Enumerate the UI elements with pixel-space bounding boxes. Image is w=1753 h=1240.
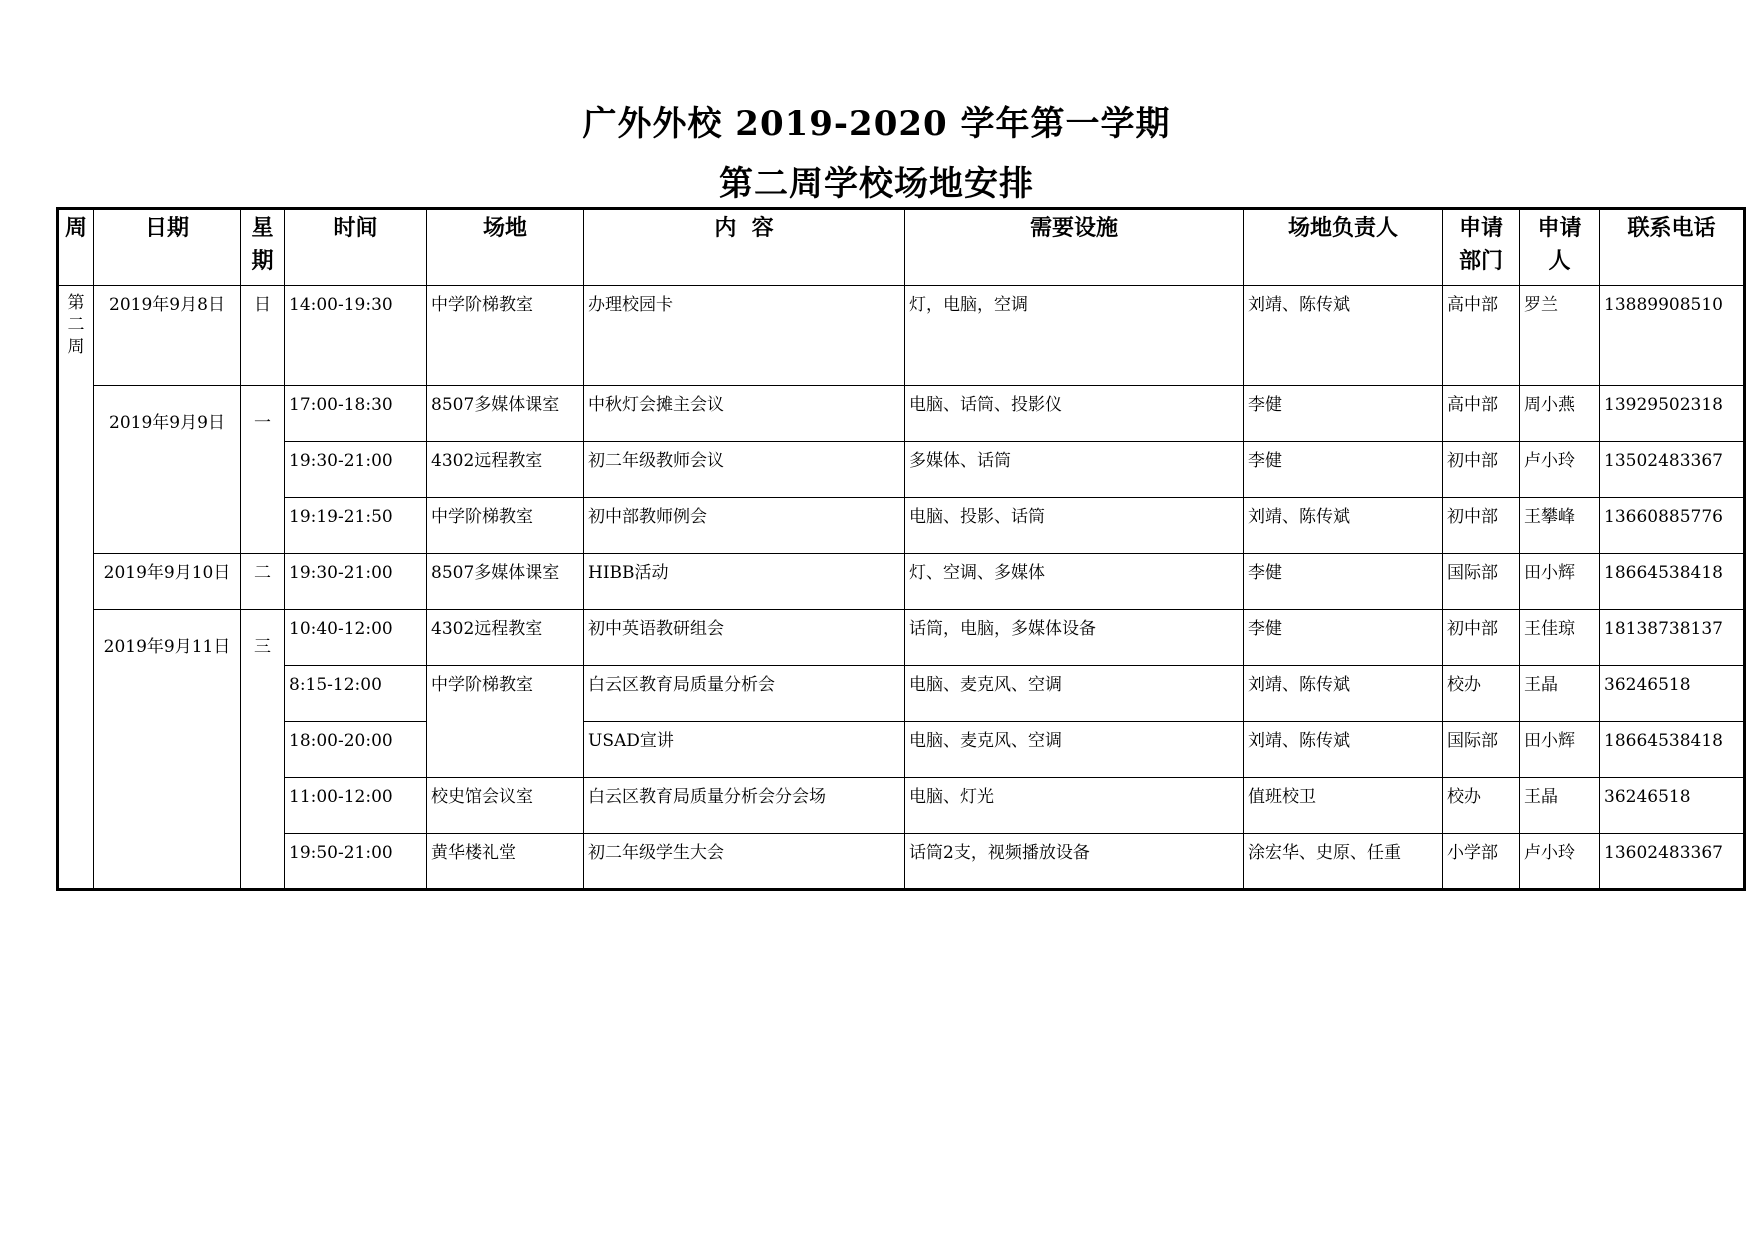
department-cell: 初中部	[1443, 498, 1520, 554]
header-weekday: 星 期	[241, 209, 285, 286]
table-row	[58, 666, 1745, 722]
applicant-cell: 王攀峰	[1520, 498, 1600, 554]
time-cell: 8:15-12:00	[285, 666, 427, 722]
department-cell: 初中部	[1443, 610, 1520, 666]
facilities-cell: 多媒体、话筒	[905, 442, 1244, 498]
facilities-cell: 电脑、麦克风、空调	[905, 666, 1244, 722]
week-label: 第 二 周	[58, 286, 94, 890]
content-cell: 办理校园卡	[584, 286, 905, 386]
venue-cell: 黄华楼礼堂	[427, 834, 584, 890]
document-title: 广外外校 2019-2020 学年第一学期	[582, 104, 1171, 144]
venue-cell: 中学阶梯教室	[427, 286, 584, 386]
header-facilities: 需要设施	[905, 209, 1244, 286]
date-cell: 2019年9月11日	[94, 610, 241, 890]
applicant-cell: 王佳琼	[1520, 610, 1600, 666]
header-row	[58, 209, 1745, 286]
facilities-cell: 电脑、灯光	[905, 778, 1244, 834]
header-venue: 场地	[427, 209, 584, 286]
facilities-cell: 灯、空调、多媒体	[905, 554, 1244, 610]
content-cell: HIBB活动	[584, 554, 905, 610]
header-department: 申请 部门	[1443, 209, 1520, 286]
table-row	[58, 834, 1745, 890]
manager-cell: 刘靖、陈传斌	[1244, 286, 1443, 386]
date-cell: 2019年9月9日	[94, 386, 241, 554]
content-cell: USAD宣讲	[584, 722, 905, 778]
header-applicant: 申请 人	[1520, 209, 1600, 286]
phone-cell: 18664538418	[1600, 554, 1745, 610]
table-row	[58, 386, 1745, 442]
applicant-cell: 卢小玲	[1520, 442, 1600, 498]
phone-cell: 13889908510	[1600, 286, 1745, 386]
header-phone: 联系电话	[1600, 209, 1745, 286]
header-time: 时间	[285, 209, 427, 286]
phone-cell: 13929502318	[1600, 386, 1745, 442]
content-cell: 初中部教师例会	[584, 498, 905, 554]
department-cell: 小学部	[1443, 834, 1520, 890]
content-cell: 初二年级教师会议	[584, 442, 905, 498]
weekday-cell: 一	[241, 386, 285, 554]
phone-cell: 18664538418	[1600, 722, 1745, 778]
applicant-cell: 王晶	[1520, 778, 1600, 834]
phone-cell: 36246518	[1600, 666, 1745, 722]
header-venue-manager: 场地负责人	[1244, 209, 1443, 286]
content-cell: 白云区教育局质量分析会	[584, 666, 905, 722]
time-cell: 10:40-12:00	[285, 610, 427, 666]
phone-cell: 13502483367	[1600, 442, 1745, 498]
schedule-table	[56, 207, 1746, 891]
date-cell: 2019年9月10日	[94, 554, 241, 610]
weekday-cell: 日	[241, 286, 285, 386]
manager-cell: 李健	[1244, 386, 1443, 442]
time-cell: 17:00-18:30	[285, 386, 427, 442]
venue-cell: 中学阶梯教室	[427, 498, 584, 554]
applicant-cell: 卢小玲	[1520, 834, 1600, 890]
facilities-cell: 电脑、麦克风、空调	[905, 722, 1244, 778]
header-content: 内 容	[584, 209, 905, 286]
applicant-cell: 王晶	[1520, 666, 1600, 722]
manager-cell: 李健	[1244, 442, 1443, 498]
manager-cell: 涂宏华、史原、任重	[1244, 834, 1443, 890]
weekday-cell: 三	[241, 610, 285, 890]
facilities-cell: 灯，电脑，空调	[905, 286, 1244, 386]
time-cell: 19:30-21:00	[285, 554, 427, 610]
weekday-cell: 二	[241, 554, 285, 610]
table-row	[58, 554, 1745, 610]
facilities-cell: 电脑、话筒、投影仪	[905, 386, 1244, 442]
time-cell: 19:50-21:00	[285, 834, 427, 890]
applicant-cell: 周小燕	[1520, 386, 1600, 442]
table-row	[58, 498, 1745, 554]
time-cell: 19:30-21:00	[285, 442, 427, 498]
manager-cell: 刘靖、陈传斌	[1244, 666, 1443, 722]
facilities-cell: 话筒2支，视频播放设备	[905, 834, 1244, 890]
phone-cell: 36246518	[1600, 778, 1745, 834]
manager-cell: 值班校卫	[1244, 778, 1443, 834]
applicant-cell: 田小辉	[1520, 722, 1600, 778]
department-cell: 校办	[1443, 778, 1520, 834]
table-row	[58, 286, 1745, 386]
venue-cell: 中学阶梯教室	[427, 666, 584, 778]
facilities-cell: 话筒，电脑，多媒体设备	[905, 610, 1244, 666]
venue-cell: 8507多媒体课室	[427, 554, 584, 610]
date-cell: 2019年9月8日	[94, 286, 241, 386]
phone-cell: 13602483367	[1600, 834, 1745, 890]
manager-cell: 李健	[1244, 554, 1443, 610]
time-cell: 11:00-12:00	[285, 778, 427, 834]
applicant-cell: 田小辉	[1520, 554, 1600, 610]
time-cell: 18:00-20:00	[285, 722, 427, 778]
table-row	[58, 610, 1745, 666]
venue-cell: 8507多媒体课室	[427, 386, 584, 442]
manager-cell: 李健	[1244, 610, 1443, 666]
content-cell: 中秋灯会摊主会议	[584, 386, 905, 442]
department-cell: 校办	[1443, 666, 1520, 722]
phone-cell: 13660885776	[1600, 498, 1745, 554]
venue-cell: 4302远程教室	[427, 610, 584, 666]
applicant-cell: 罗兰	[1520, 286, 1600, 386]
table-row	[58, 778, 1745, 834]
document-subtitle: 第二周学校场地安排	[719, 164, 1034, 204]
content-cell: 初中英语教研组会	[584, 610, 905, 666]
manager-cell: 刘靖、陈传斌	[1244, 498, 1443, 554]
phone-cell: 18138738137	[1600, 610, 1745, 666]
time-cell: 14:00-19:30	[285, 286, 427, 386]
time-cell: 19:19-21:50	[285, 498, 427, 554]
header-week: 周	[58, 209, 94, 286]
department-cell: 高中部	[1443, 286, 1520, 386]
content-cell: 白云区教育局质量分析会分会场	[584, 778, 905, 834]
department-cell: 初中部	[1443, 442, 1520, 498]
header-date: 日期	[94, 209, 241, 286]
venue-cell: 4302远程教室	[427, 442, 584, 498]
venue-cell: 校史馆会议室	[427, 778, 584, 834]
table-row	[58, 442, 1745, 498]
department-cell: 国际部	[1443, 722, 1520, 778]
department-cell: 国际部	[1443, 554, 1520, 610]
table-row	[58, 722, 1745, 778]
facilities-cell: 电脑、投影、话筒	[905, 498, 1244, 554]
content-cell: 初二年级学生大会	[584, 834, 905, 890]
manager-cell: 刘靖、陈传斌	[1244, 722, 1443, 778]
department-cell: 高中部	[1443, 386, 1520, 442]
